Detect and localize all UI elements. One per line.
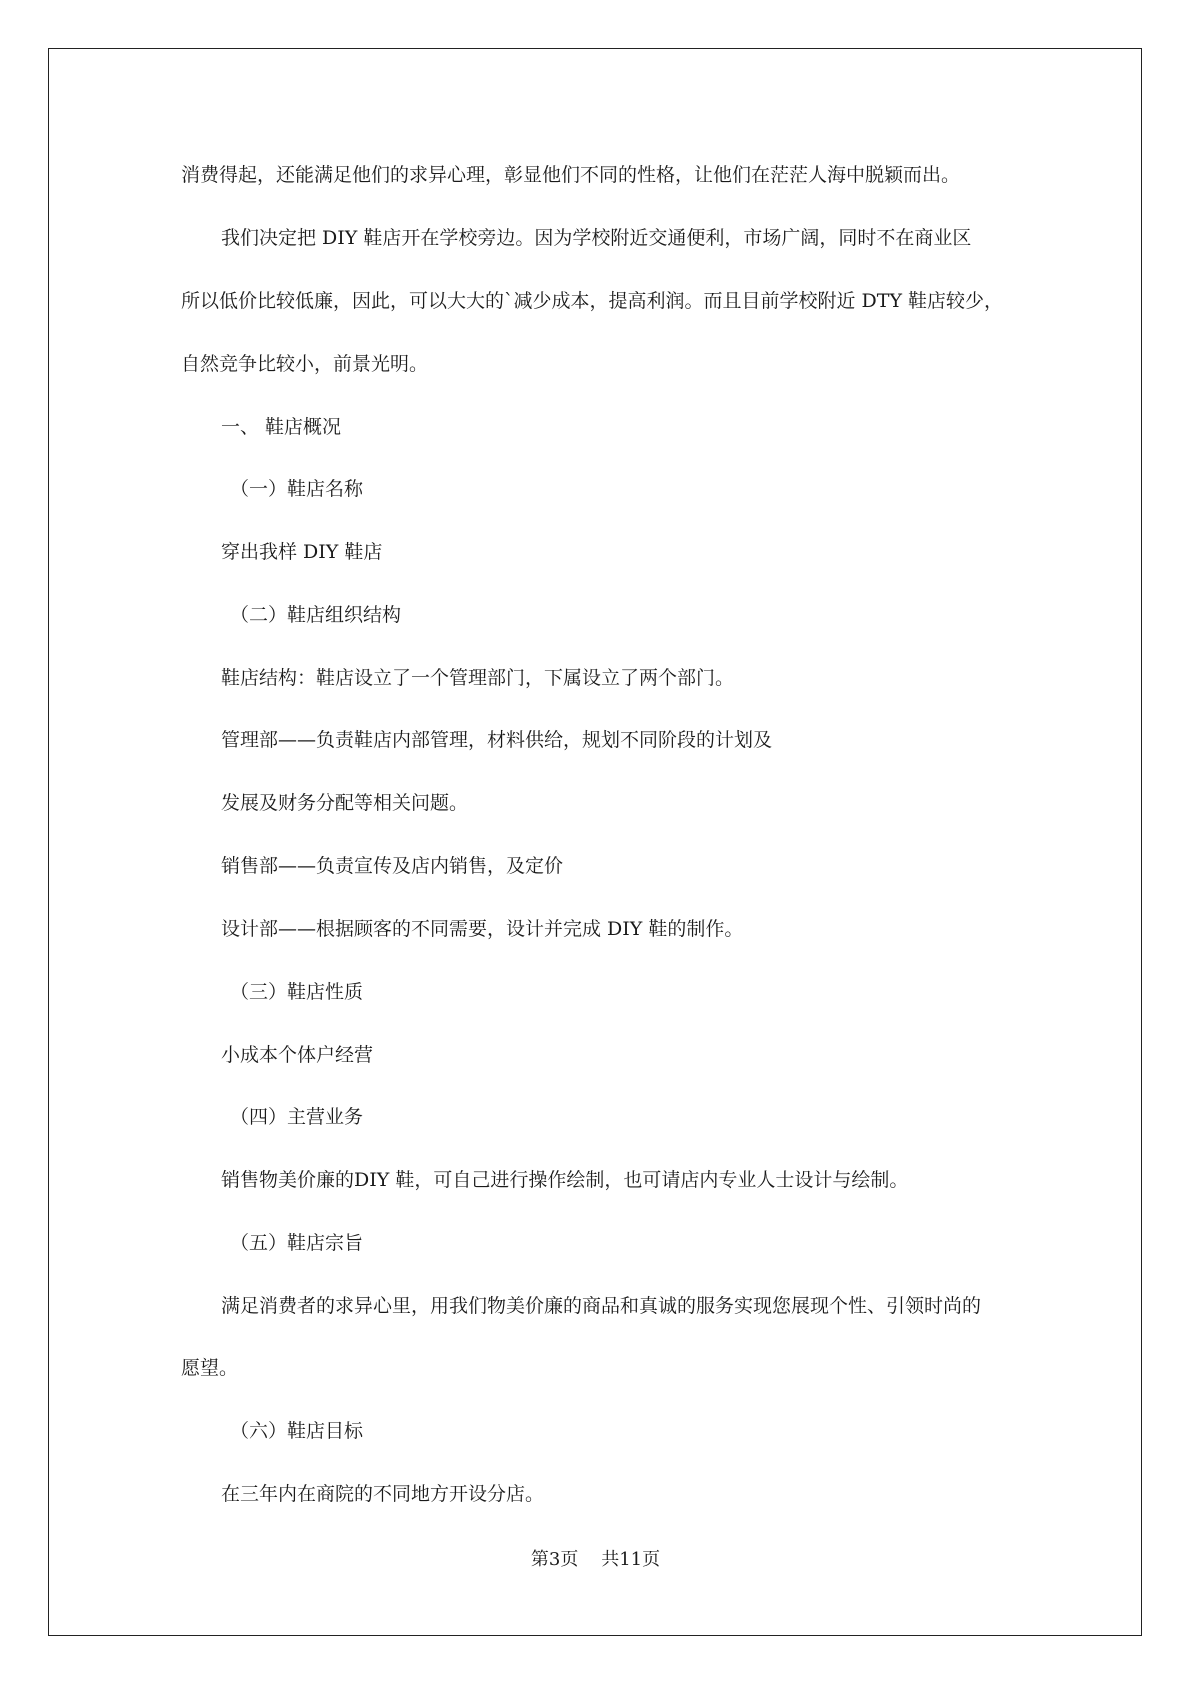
paragraph-line: 鞋店结构：鞋店设立了一个管理部门，下属设立了两个部门。 <box>221 667 735 689</box>
paragraph-line: 在三年内在商院的不同地方开设分店。 <box>221 1483 545 1505</box>
paragraph-line: 穿出我样 DIY 鞋店 <box>221 541 383 563</box>
subsection-heading: （四）主营业务 <box>230 1106 364 1128</box>
paragraph-line: 自然竞争比较小，前景光明。 <box>181 353 429 375</box>
paragraph-line: 小成本个体户经营 <box>221 1044 374 1066</box>
subsection-heading: （五）鞋店宗旨 <box>230 1232 364 1254</box>
paragraph-line: 管理部——负责鞋店内部管理，材料供给，规划不同阶段的计划及 <box>221 729 773 751</box>
page-number-footer: 第3页 共11页 <box>530 1549 661 1570</box>
subsection-heading: （二）鞋店组织结构 <box>230 604 402 626</box>
subsection-heading: （六）鞋店目标 <box>230 1420 364 1442</box>
paragraph-line: 销售部——负责宣传及店内销售，及定价 <box>221 855 564 877</box>
paragraph-line: 销售物美价廉的DIY 鞋，可自己进行操作绘制，也可请店内专业人士设计与绘制。 <box>221 1169 909 1191</box>
section-heading: 一、 鞋店概况 <box>221 416 342 438</box>
paragraph-line: 发展及财务分配等相关问题。 <box>221 792 469 814</box>
subsection-heading: （三）鞋店性质 <box>230 981 364 1003</box>
paragraph-line: 满足消费者的求异心里，用我们物美价廉的商品和真诚的服务实现您展现个性、引领时尚的 <box>221 1295 982 1317</box>
paragraph-line: 设计部——根据顾客的不同需要，设计并完成 DIY 鞋的制作。 <box>221 918 744 940</box>
subsection-heading: （一）鞋店名称 <box>230 478 364 500</box>
paragraph-line: 所以低价比较低廉，因此，可以大大的`减少成本，提高利润。而且目前学校附近 DTY 鞋店较少， <box>181 290 1004 312</box>
paragraph-line: 消费得起，还能满足他们的求异心理，彰显他们不同的性格，让他们在茫茫人海中脱颖而出。 <box>181 164 961 186</box>
paragraph-line: 我们决定把 DIY 鞋店开在学校旁边。因为学校附近交通便利，市场广阔，同时不在商业区 <box>221 227 972 249</box>
page-border <box>48 48 1142 1636</box>
paragraph-line: 愿望。 <box>181 1357 239 1379</box>
